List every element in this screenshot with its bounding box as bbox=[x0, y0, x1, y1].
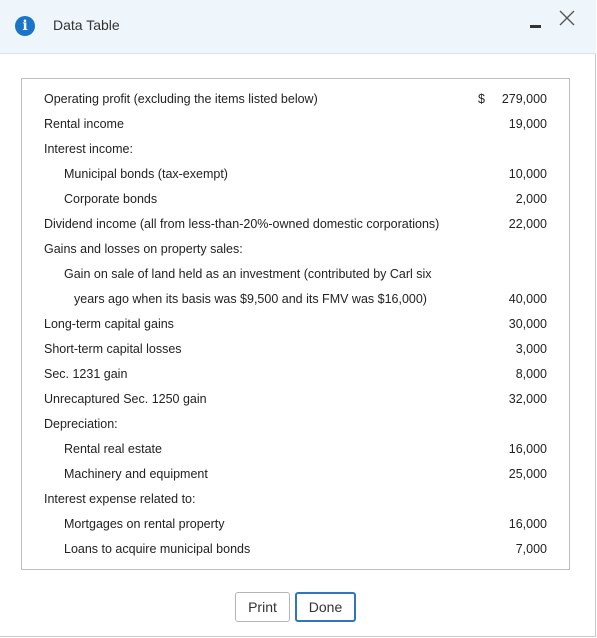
row-label: Gain on sale of land held as an investment (contributed by Carl six bbox=[64, 267, 432, 281]
table-row bbox=[22, 537, 569, 562]
row-value: 7,000 bbox=[515, 542, 547, 556]
row-label: Rental real estate bbox=[64, 442, 162, 456]
row-value: 32,000 bbox=[508, 392, 547, 406]
print-button[interactable]: Print bbox=[235, 592, 290, 622]
row-value: 19,000 bbox=[508, 117, 547, 131]
row-label: Mortgages on rental property bbox=[64, 517, 225, 531]
row-value: 279,000 bbox=[501, 92, 547, 106]
table-row bbox=[22, 487, 569, 512]
table-row bbox=[22, 412, 569, 437]
row-label: Long-term capital gains bbox=[44, 317, 174, 331]
row-value: 8,000 bbox=[515, 367, 547, 381]
row-value: 10,000 bbox=[508, 167, 547, 181]
table-row bbox=[22, 287, 569, 312]
info-icon: i bbox=[15, 16, 35, 36]
row-label: Operating profit (excluding the items listed below) bbox=[44, 92, 318, 106]
row-value: 3,000 bbox=[515, 342, 547, 356]
table-row bbox=[22, 387, 569, 412]
row-value: 40,000 bbox=[508, 292, 547, 306]
table-row bbox=[22, 112, 569, 137]
row-label: years ago when its basis was $9,500 and its FMV was $16,000) bbox=[74, 292, 427, 306]
table-row bbox=[22, 187, 569, 212]
table-row bbox=[22, 512, 569, 537]
row-label: Machinery and equipment bbox=[64, 467, 208, 481]
table-row bbox=[22, 212, 569, 237]
table-row bbox=[22, 362, 569, 387]
row-label: Dividend income (all from less-than-20%-owned domestic corporations) bbox=[44, 217, 440, 231]
table-row bbox=[22, 462, 569, 487]
table-row bbox=[22, 437, 569, 462]
table-row bbox=[22, 337, 569, 362]
close-icon[interactable] bbox=[557, 8, 577, 28]
row-label: Unrecaptured Sec. 1250 gain bbox=[44, 392, 207, 406]
row-value: 16,000 bbox=[508, 442, 547, 456]
row-label: Loans to acquire municipal bonds bbox=[64, 542, 251, 556]
data-table-rows bbox=[22, 87, 569, 562]
table-row bbox=[22, 162, 569, 187]
row-value: 22,000 bbox=[508, 217, 547, 231]
row-label: Municipal bonds (tax-exempt) bbox=[64, 167, 228, 181]
currency-symbol: $ bbox=[478, 92, 485, 106]
row-label: Interest income: bbox=[44, 142, 133, 156]
row-value: 25,000 bbox=[508, 467, 547, 481]
row-label: Short-term capital losses bbox=[44, 342, 182, 356]
row-label: Interest expense related to: bbox=[44, 492, 196, 506]
row-label: Depreciation: bbox=[44, 417, 118, 431]
row-value: 2,000 bbox=[515, 192, 547, 206]
minimize-icon[interactable] bbox=[530, 20, 542, 32]
row-label: Rental income bbox=[44, 117, 124, 131]
table-row bbox=[22, 312, 569, 337]
table-row bbox=[22, 87, 569, 112]
row-value: 30,000 bbox=[508, 317, 547, 331]
table-row bbox=[22, 262, 569, 287]
done-button[interactable]: Done bbox=[295, 592, 356, 622]
row-value: 16,000 bbox=[508, 517, 547, 531]
table-row bbox=[22, 237, 569, 262]
row-label: Sec. 1231 gain bbox=[44, 367, 128, 381]
row-label: Gains and losses on property sales: bbox=[44, 242, 243, 256]
table-row bbox=[22, 137, 569, 162]
dialog-title: Data Table bbox=[53, 17, 120, 33]
row-label: Corporate bonds bbox=[64, 192, 158, 206]
dialog-titlebar bbox=[0, 0, 596, 54]
data-table[interactable] bbox=[21, 78, 570, 570]
